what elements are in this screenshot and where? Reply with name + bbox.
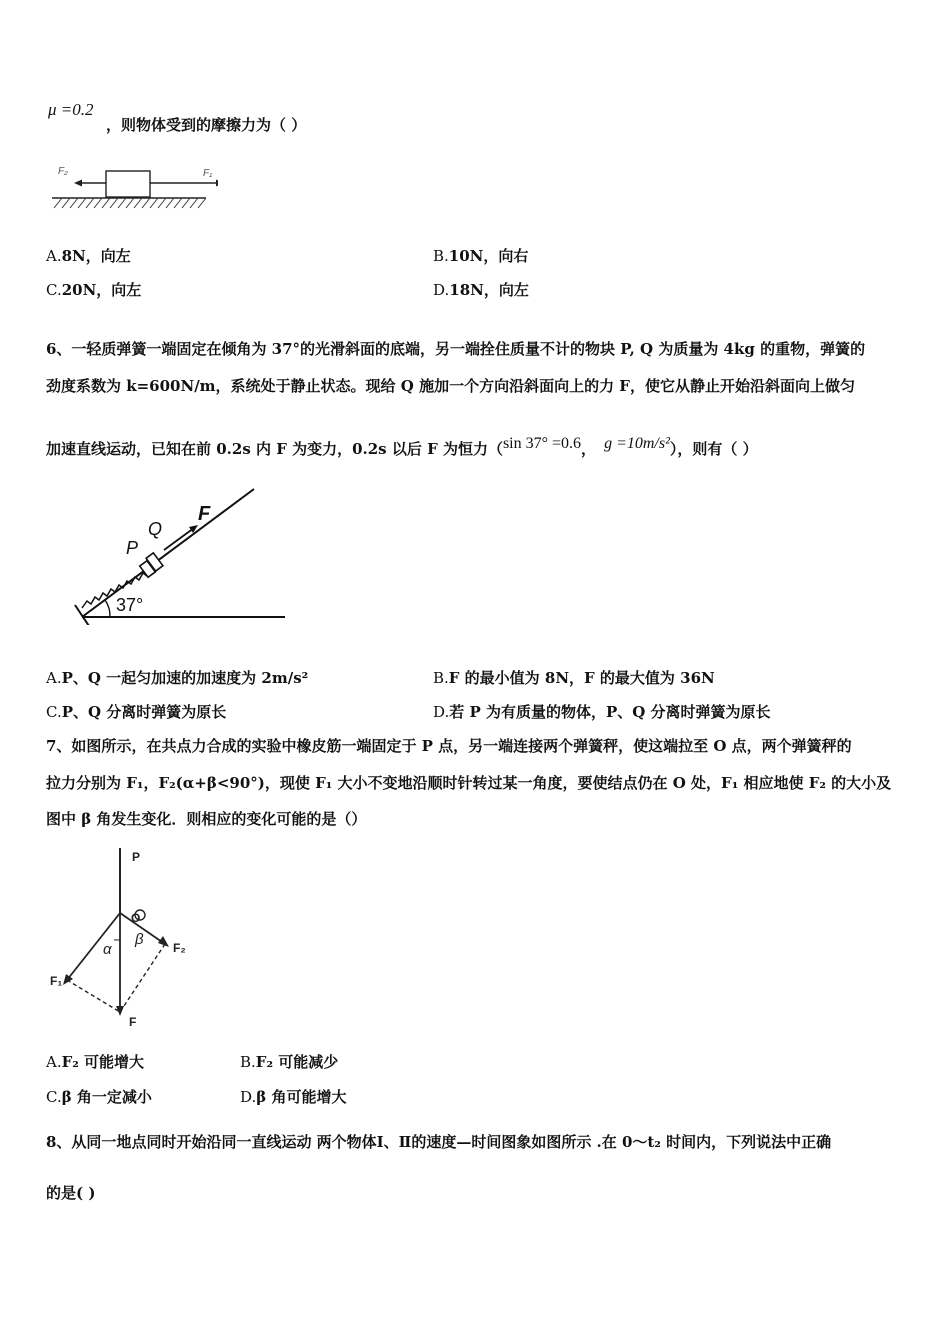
q7-label-beta: β: [135, 931, 144, 948]
q7-stem-line3: 图中 β 角发生变化．则相应的变化可能的是（）: [46, 810, 367, 828]
q6-force-arrow: [164, 528, 194, 550]
q7-label-alpha: α: [103, 941, 112, 958]
q7-force-f1: [67, 913, 120, 980]
q7-dashed-side-1: [67, 980, 120, 1012]
q8-stem-line2: 的是( ): [46, 1184, 96, 1202]
q5-option-c[interactable]: C.20N，向左: [46, 281, 142, 299]
q6-option-b[interactable]: B.F 的最小值为 8N，F 的最大值为 36N: [433, 669, 715, 687]
q7-option-a[interactable]: A.F₂ 可能增大: [46, 1053, 145, 1071]
q5-f1-arrowhead: [216, 180, 218, 187]
q7-force-figure: [46, 840, 206, 1035]
q5-f2-arrowhead: [74, 180, 82, 187]
q5-ground-hatch: [54, 198, 206, 208]
q7-stem-line2: 拉力分别为 F₁，F₂(α+β<90°)，现使 F₁ 大小不变地沿顺时针转过某一角度，要使结点仍在 O 处，F₁ 相应地使 F₂ 的大小及: [46, 774, 892, 792]
q5-f1-label: F₁: [203, 168, 213, 179]
q6-option-d[interactable]: D.若 P 为有质量的物体，P、Q 分离时弹簧为原长: [433, 703, 771, 721]
q7-option-d[interactable]: D.β 角可能增大: [240, 1088, 347, 1106]
q6-incline-line: [82, 489, 254, 617]
q7-label-o: O: [131, 911, 141, 925]
q7-label-f1: F₁: [50, 974, 63, 988]
q6-stem-line1: 6、一轻质弹簧一端固定在倾角为 37°的光滑斜面的底端，另一端拴住质量不计的物块 P, Q 为质量为 4kg 的重物，弹簧的: [46, 340, 866, 358]
q6-label-p: P: [126, 538, 139, 558]
q6-incline-figure: [68, 480, 293, 625]
q7-dashed-side-2: [120, 944, 165, 1012]
q6-label-f: F: [198, 503, 211, 525]
q6-option-c[interactable]: C.P、Q 分离时弹簧为原长: [46, 703, 227, 721]
q5-option-a[interactable]: A.8N，向左: [46, 247, 131, 265]
sin-expression: sin 37° =0.6: [502, 435, 582, 452]
q6-angle-label: 37°: [116, 595, 144, 615]
q5-f2-label: F₂: [58, 166, 68, 177]
q7-option-b[interactable]: B.F₂ 可能减少: [240, 1053, 339, 1071]
q7-label-p: P: [132, 850, 141, 864]
q6-option-a[interactable]: A.P、Q 一起匀加速的加速度为 2m/s²: [46, 669, 309, 687]
q6-label-q: Q: [148, 519, 163, 539]
q5-option-b[interactable]: B.10N，向右: [433, 247, 529, 265]
q7-label-f2: F₂: [173, 941, 186, 955]
q5-stem-tail: ，则物体受到的摩擦力为（ ）: [106, 116, 307, 134]
q6-stem-line2: 劲度系数为 k=600N/m，系统处于静止状态。现给 Q 施加一个方向沿斜面向上的力 F，使它从静止开始沿斜面向上做匀: [46, 377, 855, 395]
q7-label-f: F: [129, 1015, 137, 1029]
q6-stem-line3: 加速直线运动，已知在前 0.2s 内 F 为变力，0.2s 以后 F 为恒力（sin 37° =0.6， g =10m/s²），则有（ ）: [46, 435, 758, 458]
q8-stem-line1: 8、从同一地点同时开始沿同一直线运动 两个物体Ⅰ、Ⅱ的速度—时间图象如图所示 .在 0～t₂ 时间内，下列说法中正确: [46, 1133, 832, 1151]
q5-option-d[interactable]: D.18N，向左: [433, 281, 529, 299]
q7-stem-line1: 7、如图所示，在共点力合成的实验中橡皮筋一端固定于 P 点，另一端连接两个弹簧秤，使这端拉至 O 点，两个弹簧秤的: [46, 737, 852, 755]
q5-block: [106, 171, 150, 197]
g-expression: g =10m/s²: [604, 435, 670, 452]
q6-angle-arc: [105, 600, 110, 617]
q7-option-c[interactable]: C.β 角一定减小: [46, 1088, 152, 1106]
mu-expression: μ =0.2: [48, 100, 94, 119]
q5-block-figure: [48, 160, 218, 212]
